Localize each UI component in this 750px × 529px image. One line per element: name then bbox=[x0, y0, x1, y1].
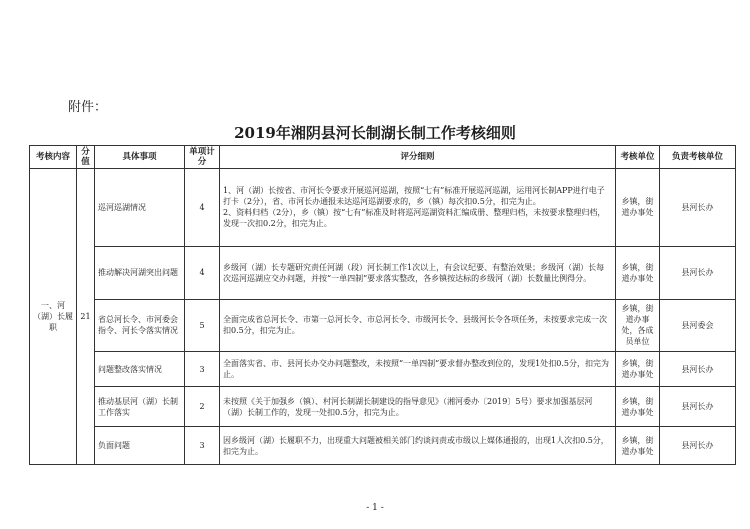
row-item-score: 4 bbox=[185, 246, 220, 299]
detail-paragraph: 全面落实省、市、县河长办交办问题整改，未按照“一单四制”要求督办整改到位的，发现1处扣0.5分，扣完为止。 bbox=[223, 359, 609, 380]
category-score: 21 bbox=[77, 169, 95, 465]
row-responsible-unit: 县河长办 bbox=[660, 387, 736, 427]
attachment-label: 附件： bbox=[68, 100, 108, 115]
row-evaluated-unit: 乡镇，街道办事处 bbox=[616, 387, 660, 427]
row-details bbox=[220, 351, 616, 386]
row-responsible-unit: 县河长办 bbox=[660, 246, 736, 299]
row-item: 推动解决河湖突出问题 bbox=[95, 246, 185, 299]
row-item: 负面问题 bbox=[95, 427, 185, 465]
table-row bbox=[30, 169, 736, 247]
table-row bbox=[30, 351, 736, 386]
row-responsible-unit: 县河长办 bbox=[660, 427, 736, 465]
row-item-score: 2 bbox=[185, 387, 220, 427]
row-evaluated-unit: 乡镇，街道办事处，各成员单位 bbox=[616, 299, 660, 351]
assessment-table bbox=[29, 145, 736, 465]
table-row bbox=[30, 427, 736, 465]
row-details bbox=[220, 246, 616, 299]
row-evaluated-unit: 乡镇，街道办事处 bbox=[616, 427, 660, 465]
row-details bbox=[220, 169, 616, 247]
row-item: 巡河巡湖情况 bbox=[95, 169, 185, 247]
header-content: 考核内容 bbox=[30, 146, 77, 169]
row-item-score: 3 bbox=[185, 427, 220, 465]
header-item-score: 单项计分 bbox=[185, 146, 220, 169]
table-header-row bbox=[30, 146, 736, 169]
row-evaluated-unit: 乡镇，街道办事处 bbox=[616, 246, 660, 299]
row-evaluated-unit: 乡镇，街道办事处 bbox=[616, 351, 660, 386]
table-row bbox=[30, 387, 736, 427]
row-evaluated-unit: 乡镇，街道办事处 bbox=[616, 169, 660, 247]
row-item-score: 5 bbox=[185, 299, 220, 351]
row-item-score: 4 bbox=[185, 169, 220, 247]
detail-paragraph: 乡级河（湖）长专题研究责任河湖（段）河长制工作1次以上，有会议纪要、有整治效果；乡级河（湖）长每次巡河巡湖应交办问题，并按“一单四制”要求落实整改，各乡镇按达标的乡级河（湖）长数量比例得分。 bbox=[223, 262, 605, 283]
document-title: 2019年湘阴县河长制湖长制工作考核细则 bbox=[234, 124, 516, 142]
row-item: 推动基层河（湖）长制工作落实 bbox=[95, 387, 185, 427]
table-row bbox=[30, 299, 736, 351]
page-number: - 1 - bbox=[366, 503, 384, 513]
detail-paragraph: 因乡级河（湖）长履职不力，出现重大问题被相关部门约谈问责或市级以上媒体通报的，出现1人次扣0.5分，扣完为止。 bbox=[223, 435, 609, 456]
row-item: 省总河长令、市河委会指令、河长令落实情况 bbox=[95, 299, 185, 351]
row-details bbox=[220, 387, 616, 427]
detail-paragraph: 2、资料归档（2分），乡（镇）按“七有”标准及时将巡河巡湖资料汇编成册、整理归档，未按要求整理归档，发现一次扣0.2分，扣完为止。 bbox=[223, 208, 606, 229]
header-score: 分值 bbox=[77, 146, 95, 169]
row-responsible-unit: 县河委会 bbox=[660, 299, 736, 351]
detail-paragraph: 全面完成省总河长令、市第一总河长令、市总河长令、市级河长令、县级河长令各项任务，未按要求完成一次扣0.5分，扣完为止。 bbox=[223, 315, 607, 336]
row-responsible-unit: 县河长办 bbox=[660, 351, 736, 386]
header-item: 具体事项 bbox=[95, 146, 185, 169]
row-item-score: 3 bbox=[185, 351, 220, 386]
table-row bbox=[30, 246, 736, 299]
header-responsible-unit: 负责考核单位 bbox=[660, 146, 736, 169]
header-evaluated-unit: 考核单位 bbox=[616, 146, 660, 169]
header-details: 评分细则 bbox=[220, 146, 616, 169]
category-content: 一、河（湖）长履职 bbox=[30, 169, 77, 465]
row-responsible-unit: 县河长办 bbox=[660, 169, 736, 247]
row-item: 问题整改落实情况 bbox=[95, 351, 185, 386]
detail-paragraph: 1、河（湖）长按省、市河长令要求开展巡河巡湖，按照“七有”标准开展巡河巡湖，运用河长制APP进行电子打卡（2分），省、市河长办通报未达巡河巡湖要求的，乡（镇）每次扣0.5分，扣完为止。 bbox=[223, 186, 605, 207]
row-details bbox=[220, 427, 616, 465]
row-details bbox=[220, 299, 616, 351]
detail-paragraph: 未按照《关于加强乡（镇）、村河长制湖长制建设的指导意见》（湘河委办〔2019〕5号）要求加强基层河（湖）长制工作的，发现一处扣0.5分，扣完为止。 bbox=[223, 396, 593, 417]
